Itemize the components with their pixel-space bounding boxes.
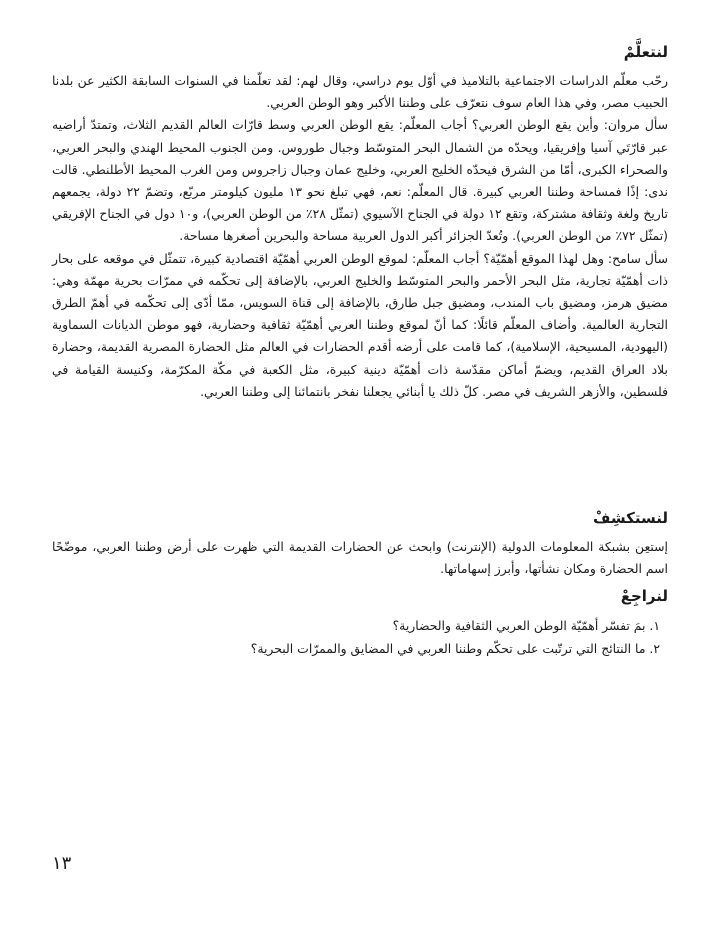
learn-paragraph-location: سأل مروان: وأين يقع الوطن العربي؟ أجاب المعلّم: يقع الوطن العربي وسط قارّات العالم القديم الثلاث، وتمتدّ أراضيه عبر قارّتَي آسيا وإفريقيا، ويحدّه من الشمال البحر المتوسّط وجبال طوروس. ومن الجنوب المحيط الهندي والبحر العربي، والصحراء الكبرى، أمّا من الشرق فيحدّه الخليج العربي، وخليج عمان وجبال زاجروس ومن الغرب المحيط الأطلنطي. قالت ندى: إذًا فمساحة وطننا العربي كبيرة. قال المعلّم: نعم، فهي تبلغ نحو ١٣ مليون كيلومتر مربّع، وتضمّ ٢٢ دولة، يجمعهم تاريخ ولغة وثقافة مشتركة، وتقع ١٢ دولة في الجناح الآسيوي (تمثّل ٢٨٪ من الوطن العربي)، و١٠ دول في الجناح الإفريقي (تمثّل ٧٢٪ من الوطن العربي). وتُعدّ الجزائر أكبر الدول العربية مساحة والبحرين أصغرها مساحة. <box>52 117 669 244</box>
explore-heading: لنستكشِفْ <box>593 509 668 527</box>
learn-section <box>52 40 668 403</box>
review-question-1: ١. بمَ تفسّر أهمّيّة الوطن العربي الثقافية والحضارية؟ <box>392 618 660 633</box>
explore-text: إستعِن بشبكة المعلومات الدولية (الإنترنت) وابحث عن الحضارات القديمة التي ظهرت على أرض وطننا العربي، موضّحًا اسم الحضارة ومكان نشأتها، وأبرز إسهاماتها. <box>52 539 668 577</box>
explore-section <box>52 506 668 580</box>
learn-paragraph-importance: سأل سامح: وهل لهذا الموقع أهمّيّة؟ أجاب المعلّم: لموقع الوطن العربي أهمّيّة اقتصادية كبيرة، تتمثّل في موقعه على بحار ذات أهمّيّة تجارية، مثل البحر الأحمر والبحر المتوسّط والخليج العربي، بالإضافة إلى تحكّمه في ممرّات بحرية مهمّة وهي: مضيق هرمز، ومضيق باب المندب، ومضيق جبل طارق، بالإضافة إلى قناة السويس، ممّا أدّى إلى تحكّمه في أهمّ الطرق التجارية العالمية. وأضاف المعلّم قائلًا: كما أنّ لموقع وطننا العربي أهمّيّة ثقافية وحضارية، فهو موطن الديانات السماوية (اليهودية، المسيحية، الإسلامية)، كما قامت على أرضه أقدم الحضارات في العالم مثل الحضارة المصرية القديمة، وحضارة بلاد العراق القديم، ويضمّ أماكن مقدّسة ذات أهمّيّة دينية كبيرة، مثل الكعبة في مكّة المكرّمة، وكنيسة القيامة في فلسطين، والأزهر الشريف في مصر. كلّ ذلك يا أبنائي يجعلنا نفخر بانتمائنا إلى وطننا العربي. <box>52 250 668 399</box>
review-question-2: ٢. ما النتائج التي ترتّبت على تحكّم وطننا العربي في المضايق والممرّات البحرية؟ <box>250 641 660 656</box>
page-number: ١٣ <box>52 853 72 874</box>
learn-paragraph-intro: رحّب معلّم الدراسات الاجتماعية بالتلاميذ في أوّل يوم دراسي، وقال لهم: لقد تعلّمنا في السنوات السابقة الكثير عن بلدنا الحبيب مصر، وفي هذا العام سوف نتعرّف على وطننا الأكبر وهو الوطن العربي. <box>52 73 668 111</box>
textbook-page <box>52 40 669 656</box>
review-question-list <box>52 614 668 660</box>
review-heading: لنراجِعْ <box>620 587 668 605</box>
review-section <box>52 584 668 660</box>
learn-heading: لنتعلَّمْ <box>623 43 668 61</box>
